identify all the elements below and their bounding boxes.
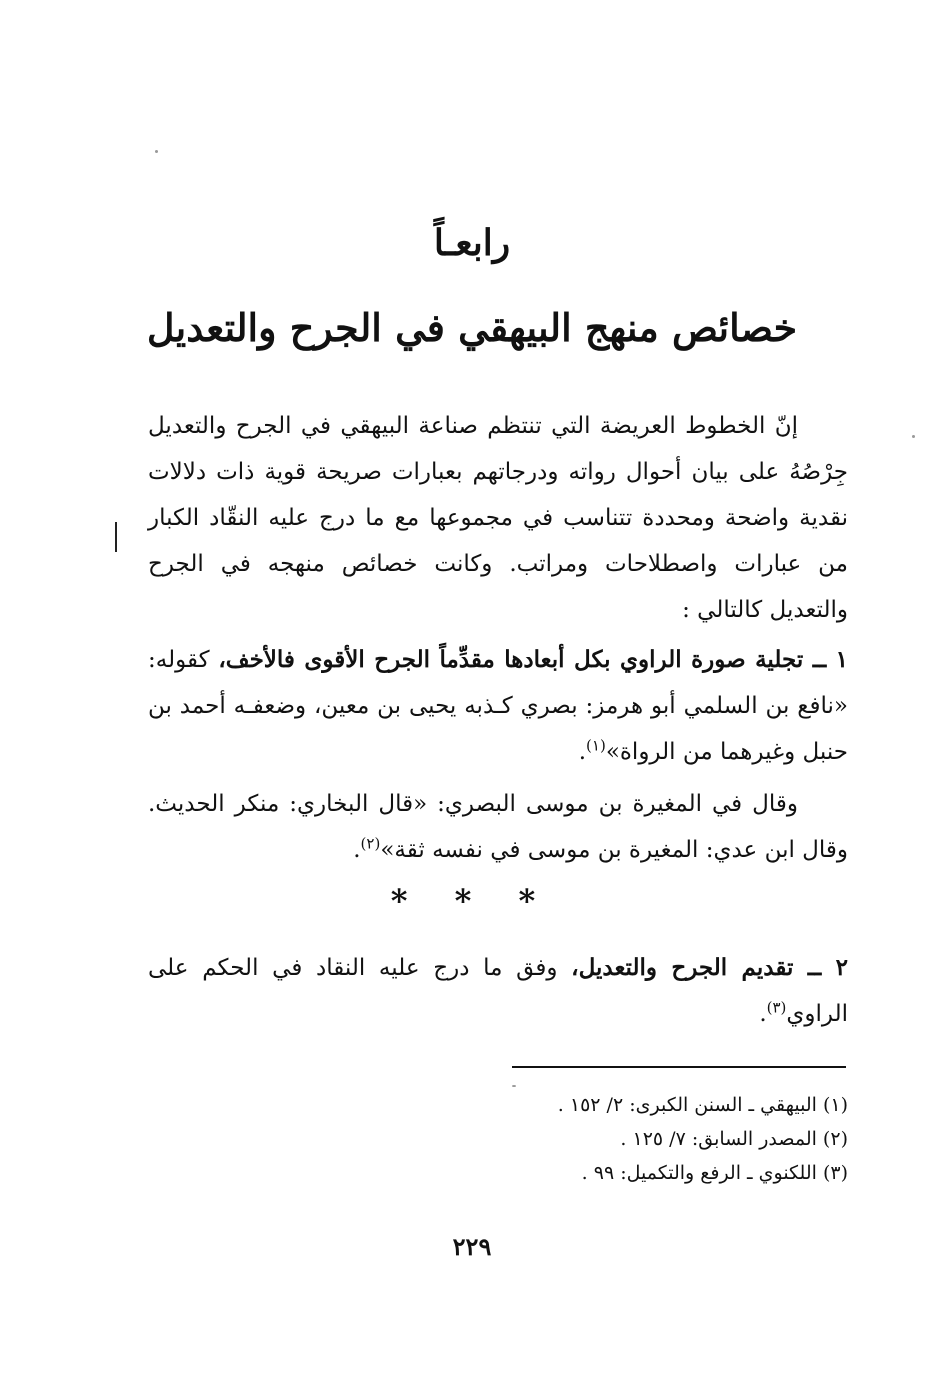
chapter-title: خصائص منهج البيهقي في الجرح والتعديل [146,305,798,350]
intro-paragraph [148,403,848,633]
footnote-3: (٣) اللكنوي ـ الرفع والتكميل: ٩٩ . [581,1162,848,1184]
item2-text: وفق ما درج عليه النقاد في الحكم على الراوي [148,955,848,1027]
scan-speck [512,1085,516,1087]
footnote-ref-3[interactable]: (٣) [766,998,787,1017]
footnote-ref-1[interactable]: (١) [586,736,606,755]
item1-heading: ١ ــ تجلية صورة الراوي بكل أبعادها مقدِّماً الجرح الأقوى فالأخف، [218,646,849,673]
item2-paragraph [148,945,848,1037]
footnote-ref-2[interactable]: (٢) [360,834,381,853]
item1-text: كقوله: «نافع بن السلمي أبو هرمز: بصري كـذبه يحيى بن معين، وضعفـه أحمد بن حنبل وغيرهما من الرواة» [148,647,848,765]
footnotes [300,1088,848,1190]
item1b-end: . [353,837,361,863]
item1-paragraph [148,637,848,775]
page-number: ٢٢٩ [452,1232,492,1261]
item2-end: . [759,1001,767,1027]
footnote-2: (٢) المصدر السابق: ٧/ ١٢٥ . [620,1128,848,1150]
item1b-paragraph [148,781,848,873]
intro-text: إنّ الخطوط العريضة التي تنتظم صناعة البيهقي في الجرح والتعديل جِرْصُهُ على بيان أحوال رواته ودرجاتهم بعبارات صريحة قوية ذات دلالات نقدية واضحة ومحددة تتناسب في مجموعها مع ما درج عليه النقّاد الكبار من عبارات واصطلاحات ومراتب. وكانت خصائص منهجه في الجرح والتعديل كالتالي : [148,413,848,623]
footnote-divider [512,1066,846,1068]
item1b-text: وقال في المغيرة بن موسى البصري: «قال البخاري: منكر الحديث. وقال ابن عدي: المغيرة بن موسى في نفسه ثقة» [148,791,848,863]
margin-mark [115,522,117,552]
section-separator: * * * [390,882,554,920]
section-label: رابعـاً [433,222,511,264]
footnote-1: (١) البيهقي ـ السنن الكبرى: ٢/ ١٥٢ . [557,1094,848,1116]
item2-heading: ٢ ــ تقديم الجرح والتعديل، [571,954,848,981]
item1-end: . [578,739,587,765]
scan-speck [155,150,158,153]
scan-speck [912,435,915,438]
